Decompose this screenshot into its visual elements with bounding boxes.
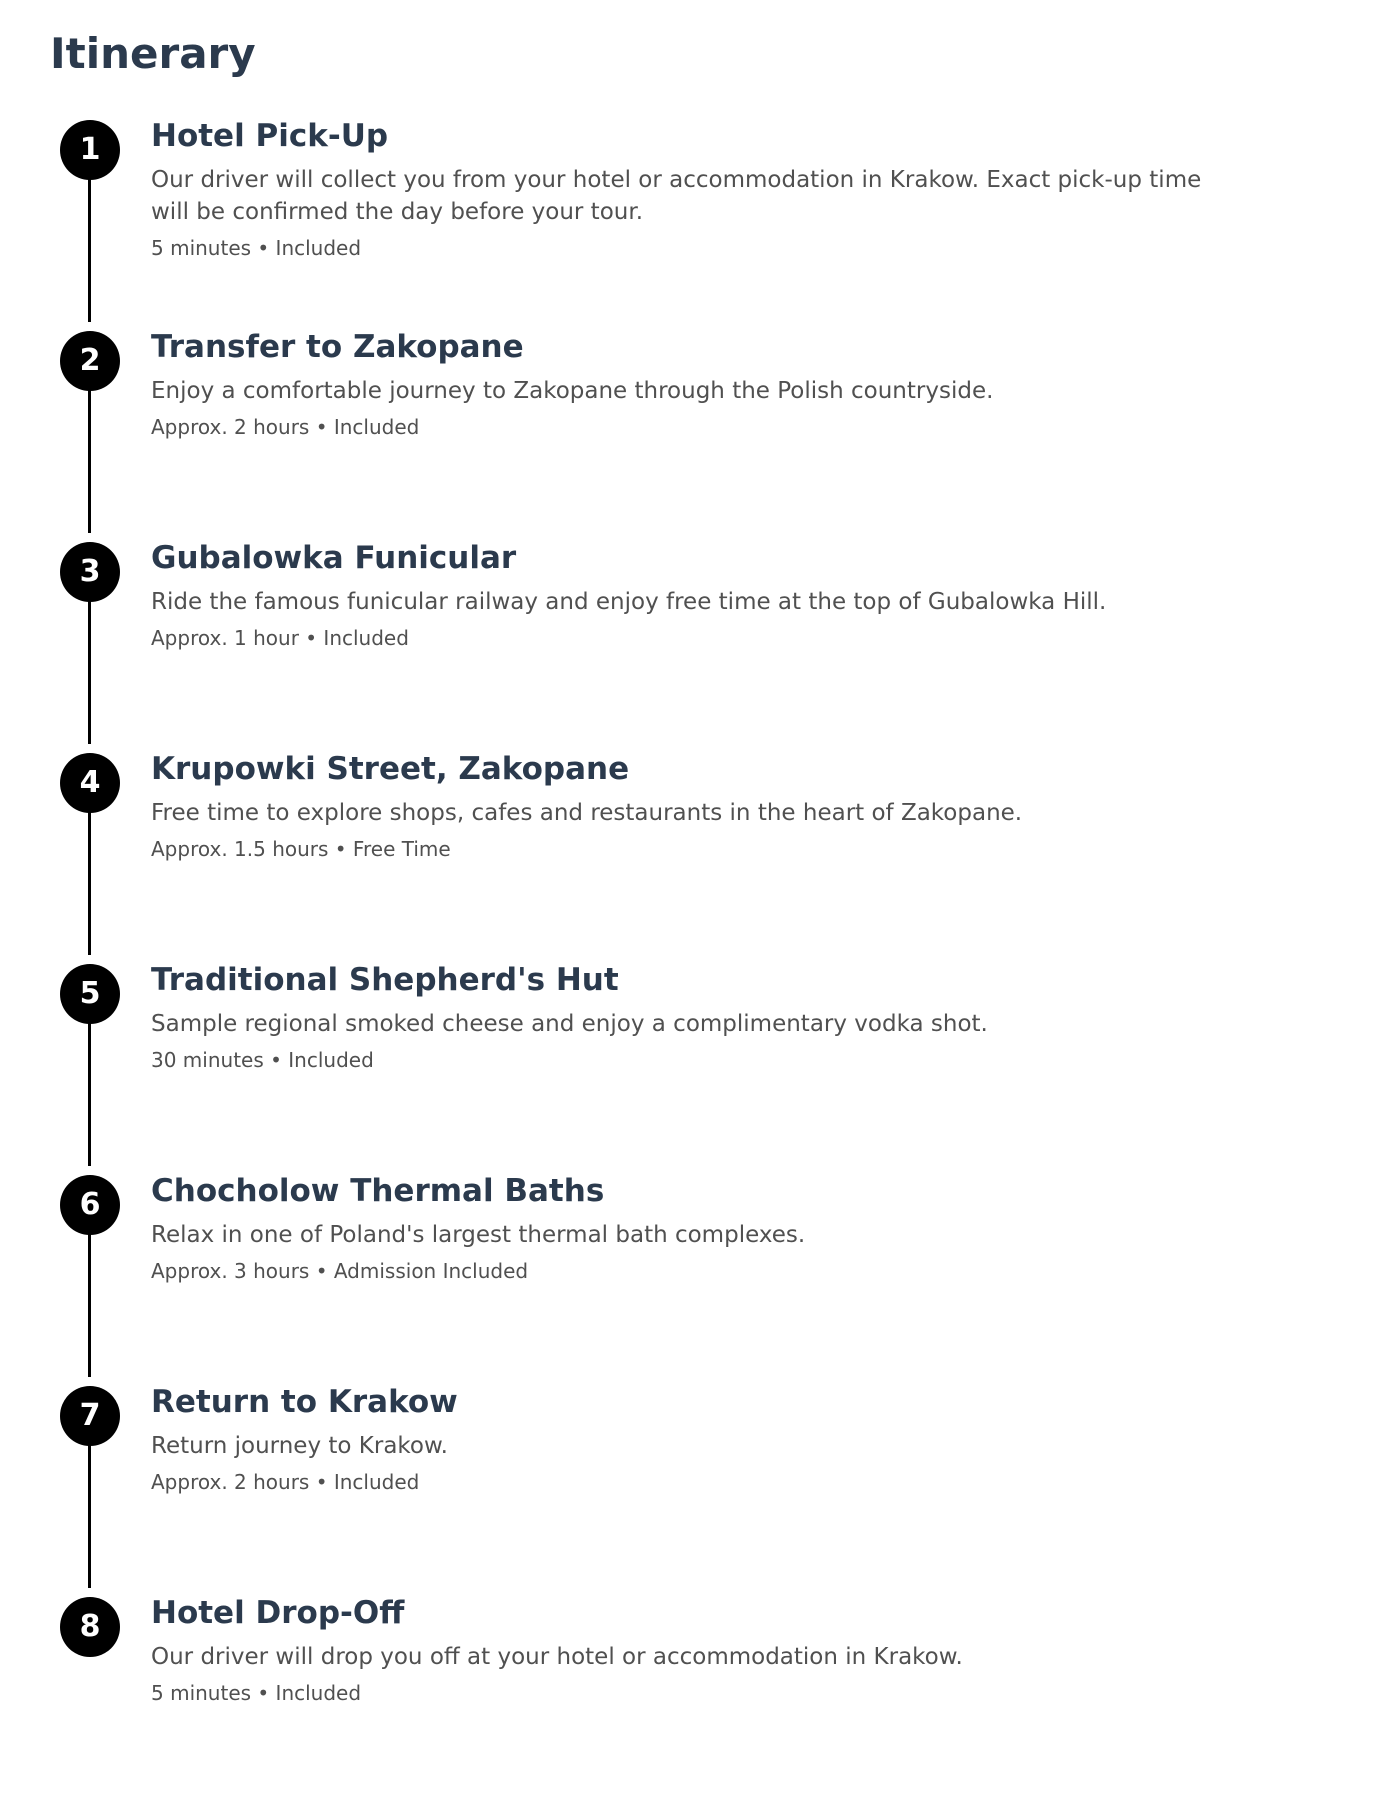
stop-description: Relax in one of Poland's largest thermal bath complexes. (151, 1222, 806, 1248)
stop-title: Hotel Drop-Off (151, 1595, 405, 1631)
timeline-connector (88, 176, 91, 322)
stop-title: Hotel Pick-Up (151, 118, 389, 154)
stop-title: Transfer to Zakopane (151, 329, 524, 365)
stop-description: Sample regional smoked cheese and enjoy a complimentary vodka shot. (151, 1011, 988, 1037)
stop-description: Our driver will drop you off at your hotel or accommodation in Krakow. (151, 1644, 963, 1670)
itinerary-stop (0, 964, 1400, 1175)
timeline-connector (88, 1231, 91, 1377)
step-number-marker: 6 (60, 1175, 120, 1235)
itinerary-stop (0, 1175, 1400, 1386)
timeline-connector (88, 1442, 91, 1588)
step-number-marker: 1 (60, 120, 120, 180)
stop-title: Chocholow Thermal Baths (151, 1173, 605, 1209)
stop-duration-meta: Approx. 3 hours • Admission Included (151, 1259, 529, 1283)
itinerary-stop (0, 120, 1400, 331)
step-number-marker: 2 (60, 331, 120, 391)
stop-description: Free time to explore shops, cafes and restaurants in the heart of Zakopane. (151, 800, 1023, 826)
page-title: Itinerary (50, 29, 256, 78)
stop-duration-meta: Approx. 1 hour • Included (151, 626, 409, 650)
itinerary-stop (0, 1386, 1400, 1597)
step-number-marker: 8 (60, 1597, 120, 1657)
stop-description: Enjoy a comfortable journey to Zakopane through the Polish countryside. (151, 378, 994, 404)
stop-description: Ride the famous funicular railway and enjoy free time at the top of Gubalowka Hill. (151, 589, 1107, 615)
itinerary-stop (0, 753, 1400, 964)
stop-title: Return to Krakow (151, 1384, 458, 1420)
itinerary-stop (0, 1597, 1400, 1808)
stop-duration-meta: 5 minutes • Included (151, 1681, 362, 1705)
stop-duration-meta: 30 minutes • Included (151, 1048, 374, 1072)
stop-title: Krupowki Street, Zakopane (151, 751, 630, 787)
stop-title: Gubalowka Funicular (151, 540, 517, 576)
stop-duration-meta: Approx. 2 hours • Included (151, 415, 420, 439)
stop-description: Return journey to Krakow. (151, 1433, 448, 1459)
timeline-connector (88, 387, 91, 533)
timeline-connector (88, 809, 91, 955)
step-number-marker: 3 (60, 542, 120, 602)
step-number-marker: 4 (60, 753, 120, 813)
stop-duration-meta: Approx. 1.5 hours • Free Time (151, 837, 451, 861)
itinerary-stop (0, 542, 1400, 753)
step-number-marker: 7 (60, 1386, 120, 1446)
itinerary-stop (0, 331, 1400, 542)
stop-duration-meta: 5 minutes • Included (151, 236, 362, 260)
timeline-connector (88, 598, 91, 744)
stop-duration-meta: Approx. 2 hours • Included (151, 1470, 420, 1494)
stop-description: Our driver will collect you from your hotel or accommodation in Krakow. Exact pick-up time will be confirmed the day before your tour. (151, 167, 1202, 225)
step-number-marker: 5 (60, 964, 120, 1024)
timeline-connector (88, 1020, 91, 1166)
stop-title: Traditional Shepherd's Hut (151, 962, 619, 998)
